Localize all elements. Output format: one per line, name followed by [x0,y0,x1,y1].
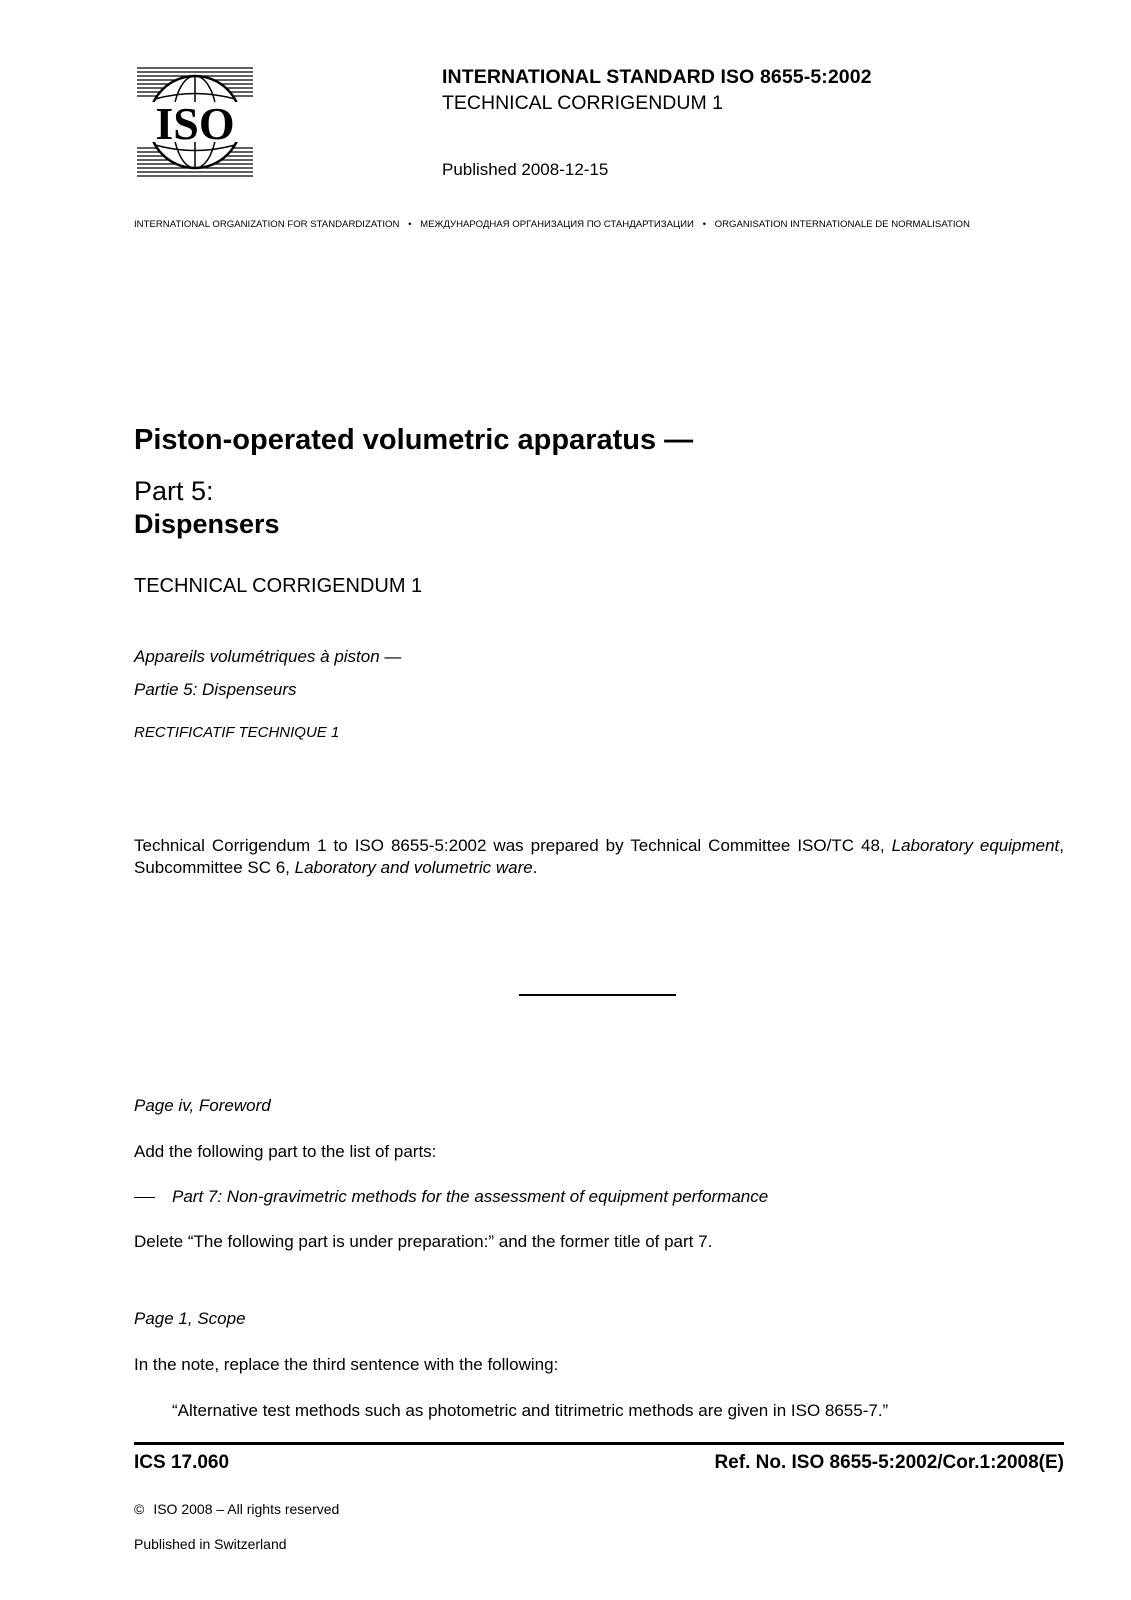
correction-instruction: In the note, replace the third sentence with the following: [134,1355,559,1374]
correction-heading: Page iv, Foreword [134,1096,271,1115]
org-name-en: INTERNATIONAL ORGANIZATION FOR STANDARDIZATION [134,219,400,230]
correction-heading: Page 1, Scope [134,1309,246,1328]
part-label: Part 5: [134,476,214,506]
organization-names [134,219,1064,230]
french-title: Appareils volumétriques à piston — [134,647,402,666]
svg-text:ISO: ISO [155,98,235,149]
bullet-separator: • [702,219,706,230]
reference-number: Ref. No. ISO 8655-5:2002/Cor.1:2008(E) [714,1452,1064,1473]
part-name: Dispensers [134,509,280,539]
org-name-fr: ORGANISATION INTERNATIONALE DE NORMALISATION [714,219,970,230]
list-dash [134,1197,155,1198]
bullet-separator: • [408,219,412,230]
correction-instruction: Delete “The following part is under preparation:” and the former title of part 7. [134,1232,713,1251]
preparation-paragraph: Technical Corrigendum 1 to ISO 8655-5:2002 was prepared by Technical Committee ISO/TC 48, Laboratory equipment, Subcommittee SC 6, Laboratory and volumetric ware. [134,836,1064,877]
published-in: Published in Switzerland [134,1536,287,1552]
correction-instruction: Add the following part to the list of parts: [134,1142,437,1161]
replacement-quote: “Alternative test methods such as photometric and titrimetric methods are given in ISO 8655-7.” [172,1401,889,1420]
section-divider [519,994,676,996]
document-title: Piston-operated volumetric apparatus — [134,424,694,456]
org-name-ru: МЕЖДУНАРОДНАЯ ОРГАНИЗАЦИЯ ПО СТАНДАРТИЗАЦИИ [420,219,694,230]
standard-subtitle: TECHNICAL CORRIGENDUM 1 [442,92,723,114]
standard-title: INTERNATIONAL STANDARD ISO 8655-5:2002 [442,66,872,88]
iso-logo [137,66,253,178]
corrigendum-label: TECHNICAL CORRIGENDUM 1 [134,575,423,597]
ics-code: ICS 17.060 [134,1452,230,1473]
french-corrigendum: RECTIFICATIF TECHNIQUE 1 [134,724,340,741]
french-part: Partie 5: Dispenseurs [134,680,297,699]
copyright-symbol: © [134,1501,145,1517]
list-item: Part 7: Non-gravimetric methods for the assessment of equipment performance [172,1187,769,1206]
published-date: Published 2008-12-15 [442,160,609,179]
footer-rule [134,1442,1064,1445]
copyright-notice: © ISO 2008 – All rights reserved [134,1501,340,1517]
